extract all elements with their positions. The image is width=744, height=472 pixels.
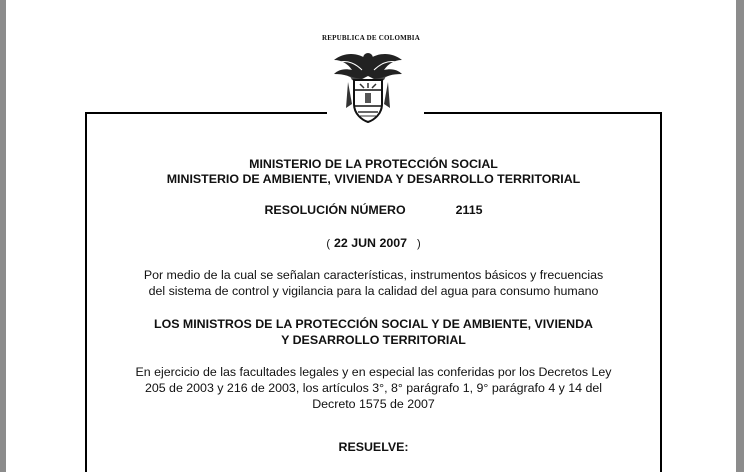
legal-basis: [87, 364, 660, 412]
viewer-right-edge: [736, 0, 744, 472]
ministry-line: MINISTERIO DE AMBIENTE, VIVIENDA Y DESARROLLO TERRITORIAL: [166, 172, 581, 186]
country-caption: REPUBLICA DE COLOMBIA: [322, 34, 420, 42]
basis-line: 205 de 2003 y 216 de 2003, los artículos 3°, 8° parágrafo 1, 9° parágrafo 4 y 14 del: [144, 381, 603, 395]
resolution-date: 22 JUN 2007: [333, 236, 408, 250]
document-page: [6, 0, 736, 472]
frame-top-left-border: [85, 112, 327, 114]
frame-right-border: [660, 112, 662, 472]
date-open-paren: (: [326, 238, 330, 250]
resolution-label: RESOLUCIÓN NÚMERO: [264, 203, 406, 217]
date-close-paren: ): [417, 238, 421, 250]
colombia-coat-of-arms-icon: [330, 46, 406, 128]
resolution-line: [87, 203, 660, 217]
heading-line: Y DESARROLLO TERRITORIAL: [281, 333, 466, 347]
basis-line: En ejercicio de las facultades legales y en especial las conferidas por los Decretos Ley: [135, 365, 612, 379]
date-line: [87, 236, 660, 250]
summary-line: del sistema de control y vigilancia para la calidad del agua para consumo humano: [148, 284, 599, 298]
resolution-number: 2115: [455, 203, 483, 217]
ministers-heading: [87, 316, 660, 348]
frame-top-right-border: [424, 112, 662, 114]
resolves-heading: RESUELVE:: [338, 440, 409, 454]
summary-line: Por medio de la cual se señalan características, instrumentos básicos y frecuencias: [143, 268, 604, 282]
basis-line: Decreto 1575 de 2007: [312, 397, 435, 411]
heading-line: LOS MINISTROS DE LA PROTECCIÓN SOCIAL Y DE AMBIENTE, VIVIENDA: [154, 317, 593, 331]
ministry-names: [87, 157, 660, 187]
ministry-line: MINISTERIO DE LA PROTECCIÓN SOCIAL: [249, 157, 498, 171]
resolution-summary: [87, 267, 660, 299]
